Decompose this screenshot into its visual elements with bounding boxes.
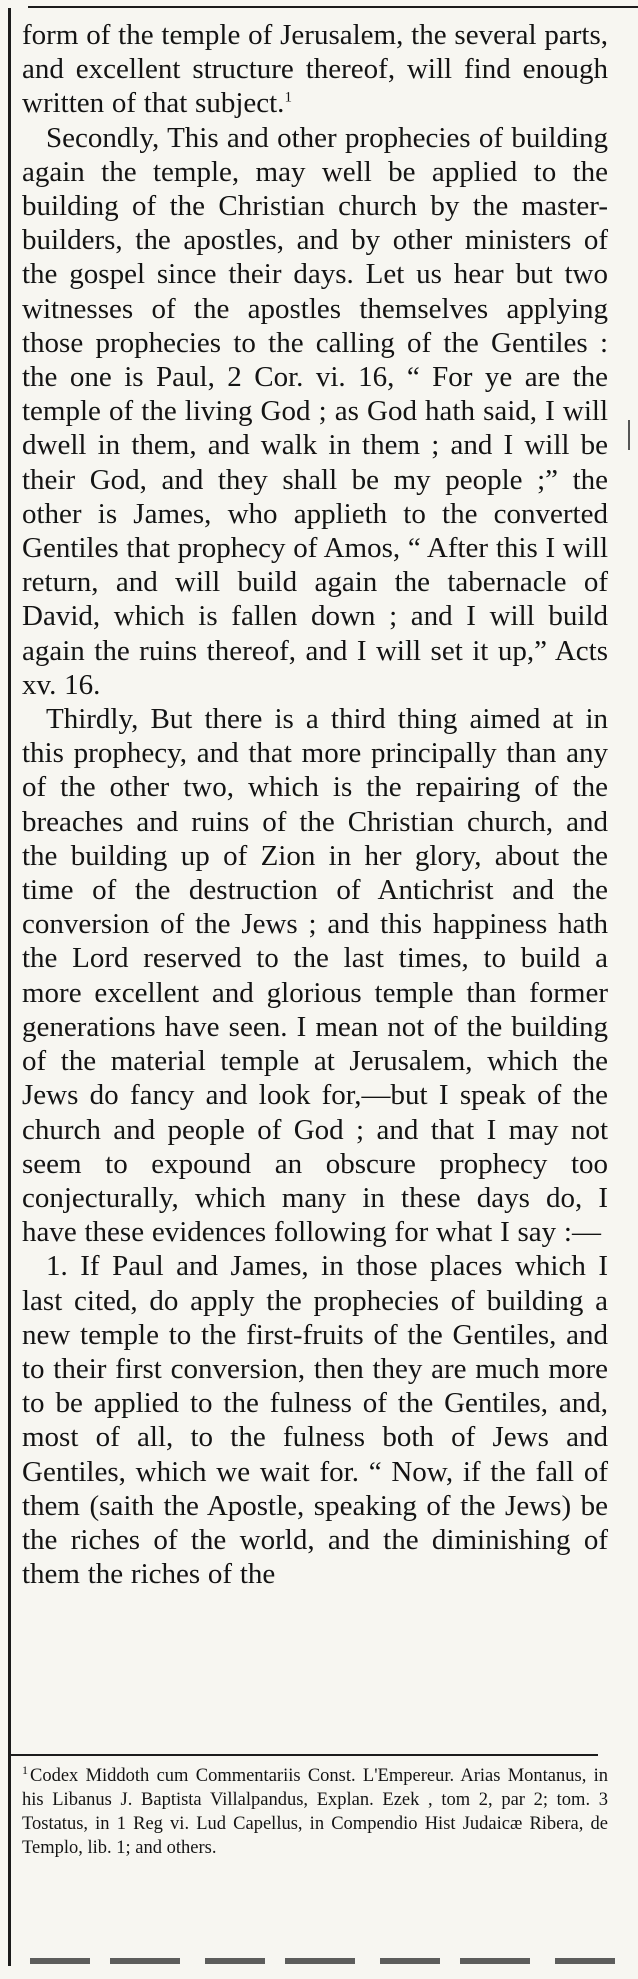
paragraph-3: Thirdly, But there is a third thing aimed at in this prophecy, and that more principally than any of the other two, which is the repairing of the breaches and ruins of the Christian church, and the building up of Zion in her glory, about the time of the destruction of Antichrist and the conversion of the Jews ; and this happiness hath the Lord reserved to the last times, to build a more excellent and glorious temple than former generations have seen. I mean not of the building of the material temple at Jerusalem, which the Jews do fancy and look for,—but I speak of the church and people of God ; and that I may not seem to expound an obscure prophecy too conjecturally, which many in these days do, I have these evidences following for what I say :— [22, 703, 608, 1249]
left-margin-rule [8, 8, 11, 1966]
paragraph-1 [22, 18, 608, 121]
margin-mark [628, 420, 630, 450]
paragraph-1-text: form of the temple of Jerusalem, the several parts, and excellent structure thereof, will find enough written of that subject. [22, 19, 608, 120]
footnote-divider [8, 1754, 598, 1756]
footnote-mark: 1 [22, 1762, 28, 1777]
text-column [22, 18, 608, 1591]
footnote-reference[interactable]: 1 [284, 89, 292, 106]
paragraph-2: Secondly, This and other prophecies of building again the temple, may well be applied to the building of the Christian church by the master-builders, the apostles, and by other ministers of the gospel since their days. Let us hear but two witnesses of the apostles themselves applying those prophecies to the calling of the Gentiles : the one is Paul, 2 Cor. vi. 16, “ For ye are the temple of the living God ; as God hath said, I will dwell in them, and walk in them ; and I will be their God, and they shall be my people ;” the other is James, who applieth to the converted Gentiles that prophecy of Amos, “ After this I will return, and will build again the tabernacle of David, which is fallen down ; and I will build again the ruins thereof, and I will set it up,” Acts xv. 16. [22, 121, 609, 701]
top-rule [28, 6, 638, 8]
footnote [22, 1764, 608, 1860]
footnote-text: Codex Middoth cum Commentariis Const. L'Empereur. Arias Montanus, in his Libanus J. Baptista Villalpandus, Explan. Ezek , tom 2, par 2; tom. 3 Tostatus, in 1 Reg vi. Lud Capellus, in Compendio Hist Judaicæ Ribera, de Templo, lib. 1; and others. [22, 1766, 608, 1858]
bottom-edge-marks [30, 1958, 618, 1964]
paragraph-4: 1. If Paul and James, in those places which I last cited, do apply the prophecies of building a new temple to the first-fruits of the Gentiles, and to their first conversion, then they are much more to be applied to the fulness of the Gentiles, and, most of all, to the fulness both of Jews and Gentiles, which we wait for. “ Now, if the fall of them (saith the Apostle, speaking of the Jews) be the riches of the world, and the diminishing of them the riches of the [22, 1250, 608, 1591]
